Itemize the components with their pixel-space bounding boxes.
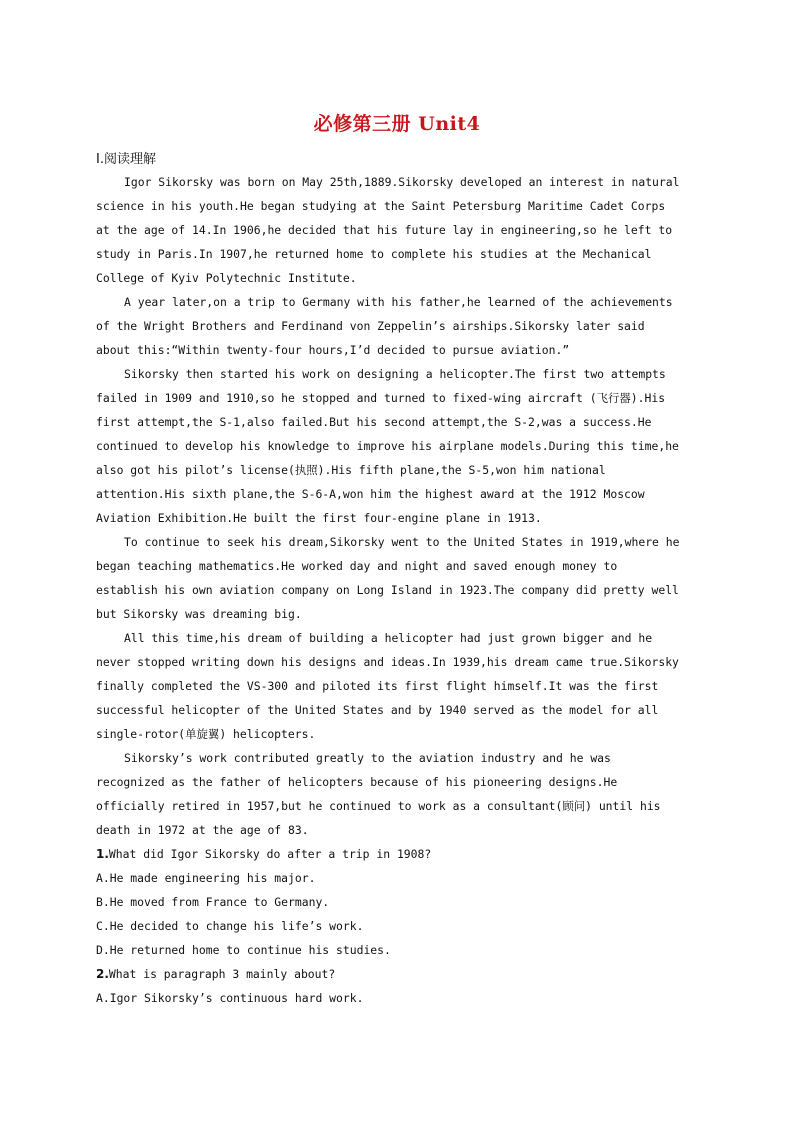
passage-line: Sikorsky’s work contributed greatly to the aviation industry and he was <box>124 751 611 765</box>
option-d: D.He returned home to continue his studies. <box>96 943 391 957</box>
section-heading: Ⅰ.阅读理解 <box>96 152 156 167</box>
page-title: 必修第三册 Unit4 <box>313 113 481 135</box>
question-2 <box>96 962 696 986</box>
passage-line: but Sikorsky was dreaming big. <box>96 607 302 621</box>
passage-line: All this time,his dream of building a helicopter had just grown bigger and he <box>124 631 653 645</box>
passage-line: College of Kyiv Polytechnic Institute. <box>96 271 357 285</box>
passage-line: single-rotor(单旋翼) helicopters. <box>96 727 316 741</box>
option-b: B.He moved from France to Germany. <box>96 895 330 909</box>
passage-line: science in his youth.He began studying at the Saint Petersburg Maritime Cadet Corps <box>96 199 666 213</box>
question-number: 2. <box>96 967 109 981</box>
passage-line: Aviation Exhibition.He built the first four-engine plane in 1913. <box>96 511 542 525</box>
passage-line: officially retired in 1957,but he continued to work as a consultant(顾问) until his <box>96 799 661 813</box>
option-a: A.Igor Sikorsky’s continuous hard work. <box>96 991 364 1005</box>
option-c: C.He decided to change his life’s work. <box>96 919 364 933</box>
passage-line: of the Wright Brothers and Ferdinand von Zeppelin’s airships.Sikorsky later said <box>96 319 645 333</box>
passage-line: first attempt,the S-1,also failed.But his second attempt,the S-2,was a success.He <box>96 415 652 429</box>
passage-line: recognized as the father of helicopters because of his pioneering designs.He <box>96 775 618 789</box>
passage-line: attention.His sixth plane,the S-6-A,won him the highest award at the 1912 Moscow <box>96 487 645 501</box>
passage-line: establish his own aviation company on Long Island in 1923.The company did pretty well <box>96 583 679 597</box>
question-text: What is paragraph 3 mainly about? <box>108 967 336 981</box>
passage-line: began teaching mathematics.He worked day and night and saved enough money to <box>96 559 618 573</box>
question-text: What did Igor Sikorsky do after a trip in 1908? <box>108 847 432 861</box>
question-number: 1. <box>96 847 109 861</box>
passage-line: failed in 1909 and 1910,so he stopped and turned to fixed-wing aircraft (飞行器).His <box>96 391 666 405</box>
passage-line: at the age of 14.In 1906,he decided that his future lay in engineering,so he left to <box>96 223 673 237</box>
passage-line: Sikorsky then started his work on designing a helicopter.The first two attempts <box>124 367 666 381</box>
option-a: A.He made engineering his major. <box>96 871 316 885</box>
passage-line: also got his pilot’s license(执照).His fifth plane,the S-5,won him national <box>96 463 606 477</box>
passage-line: study in Paris.In 1907,he returned home to complete his studies at the Mechanical <box>96 247 652 261</box>
passage-line: Igor Sikorsky was born on May 25th,1889.Sikorsky developed an interest in natural <box>124 175 680 189</box>
passage-line: death in 1972 at the age of 83. <box>96 823 309 837</box>
passage-line: about this:“Within twenty-four hours,I’d decided to pursue aviation.” <box>96 343 570 357</box>
question-1 <box>96 842 696 866</box>
passage-line: continued to develop his knowledge to improve his airplane models.During this time,he <box>96 439 679 453</box>
document-body <box>96 170 696 1010</box>
passage-line: A year later,on a trip to Germany with his father,he learned of the achievements <box>124 295 673 309</box>
passage-line: successful helicopter of the United States and by 1940 served as the model for all <box>96 703 659 717</box>
passage-line: To continue to seek his dream,Sikorsky went to the United States in 1919,where he <box>124 535 680 549</box>
passage-line: finally completed the VS-300 and piloted its first flight himself.It was the first <box>96 679 659 693</box>
passage-line: never stopped writing down his designs and ideas.In 1939,his dream came true.Sikorsky <box>96 655 679 669</box>
